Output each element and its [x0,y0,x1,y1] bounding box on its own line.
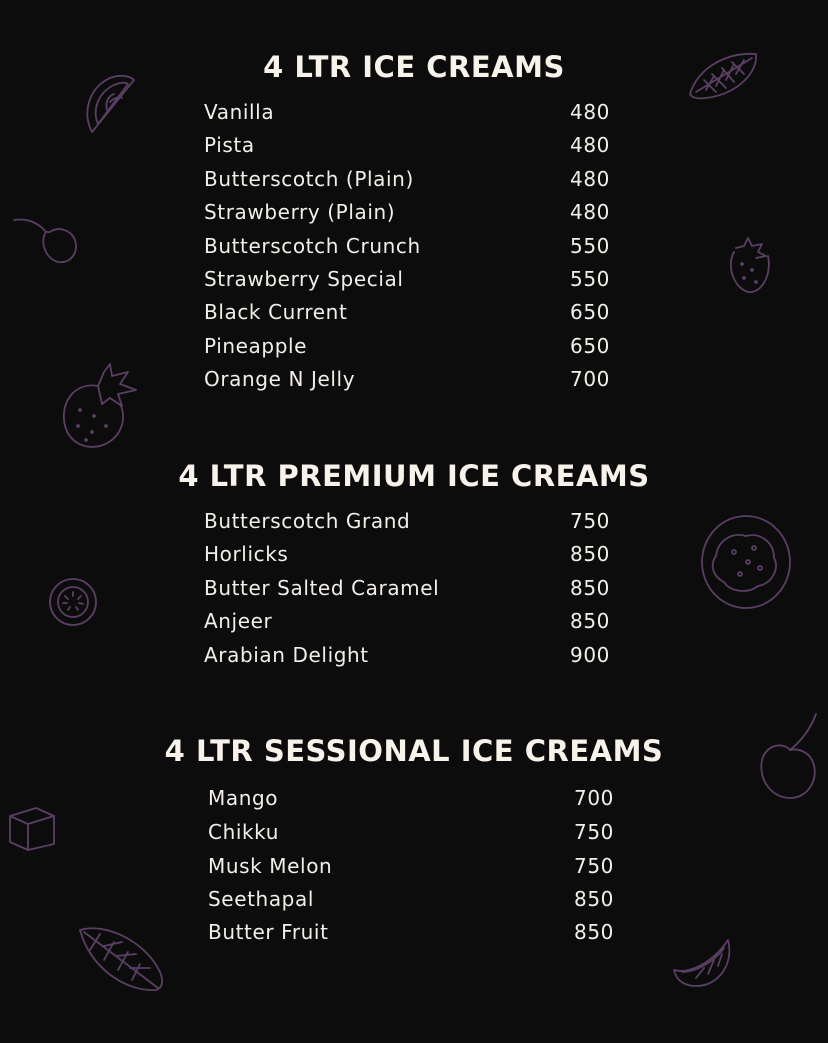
list-item [208,887,628,917]
cocoa-pod-icon [76,922,168,994]
list-item [208,820,628,850]
item-name: Strawberry (Plain) [204,200,396,224]
list-item [208,854,628,884]
item-price: 650 [570,334,610,358]
orange-slice-icon [670,934,734,990]
item-name: Orange N Jelly [204,367,356,391]
item-name: Pista [204,133,255,157]
item-price: 550 [570,267,610,291]
item-name: Pineapple [204,334,308,358]
item-price: 700 [570,367,610,391]
section-title-4-ltr-ice-creams: 4 LTR ICE CREAMS [263,50,565,84]
list-item [204,267,624,297]
list-item [204,367,624,397]
item-name: Musk Melon [208,854,333,878]
item-price: 480 [570,100,610,124]
list-item [204,133,624,163]
item-price: 850 [570,609,610,633]
item-price: 480 [570,200,610,224]
item-price: 750 [574,820,614,844]
strawberry-icon [726,234,776,296]
item-name: Chikku [208,820,280,844]
section-title-4-ltr-premium-ice-creams: 4 LTR PREMIUM ICE CREAMS [178,459,650,493]
item-price: 480 [570,167,610,191]
list-item [204,200,624,230]
item-name: Anjeer [204,609,273,633]
item-name: Strawberry Special [204,267,404,291]
item-name: Butterscotch (Plain) [204,167,414,191]
item-price: 750 [570,509,610,533]
item-name: Butterscotch Crunch [204,234,421,258]
list-item [204,609,624,639]
item-price: 850 [570,542,610,566]
list-item [204,334,624,364]
list-item [204,167,624,197]
item-name: Butterscotch Grand [204,509,411,533]
item-name: Horlicks [204,542,289,566]
sugar-cube-icon [6,804,58,854]
list-item [204,234,624,264]
cherry-icon [12,212,82,268]
item-price: 750 [574,854,614,878]
list-item [204,576,624,606]
section-title-4-ltr-sessional-ice-creams: 4 LTR SESSIONAL ICE CREAMS [164,734,664,768]
list-item [204,542,624,572]
item-price: 900 [570,643,610,667]
item-name: Arabian Delight [204,643,369,667]
item-name: Black Current [204,300,348,324]
item-price: 850 [570,576,610,600]
item-name: Butter Salted Caramel [204,576,440,600]
item-price: 700 [574,786,614,810]
list-item [208,920,628,950]
list-item [208,786,628,816]
list-item [204,509,624,539]
list-item [204,100,624,130]
item-name: Butter Fruit [208,920,329,944]
item-name: Mango [208,786,279,810]
item-price: 550 [570,234,610,258]
kiwi-slice-icon [46,576,100,628]
item-name: Seethapal [208,887,314,911]
fruit-slice-icon [698,512,796,612]
item-price: 650 [570,300,610,324]
list-item [204,300,624,330]
item-price: 850 [574,920,614,944]
list-item [204,643,624,673]
item-price: 480 [570,133,610,157]
strawberry-icon [58,360,142,452]
item-name: Vanilla [204,100,275,124]
item-price: 850 [574,887,614,911]
